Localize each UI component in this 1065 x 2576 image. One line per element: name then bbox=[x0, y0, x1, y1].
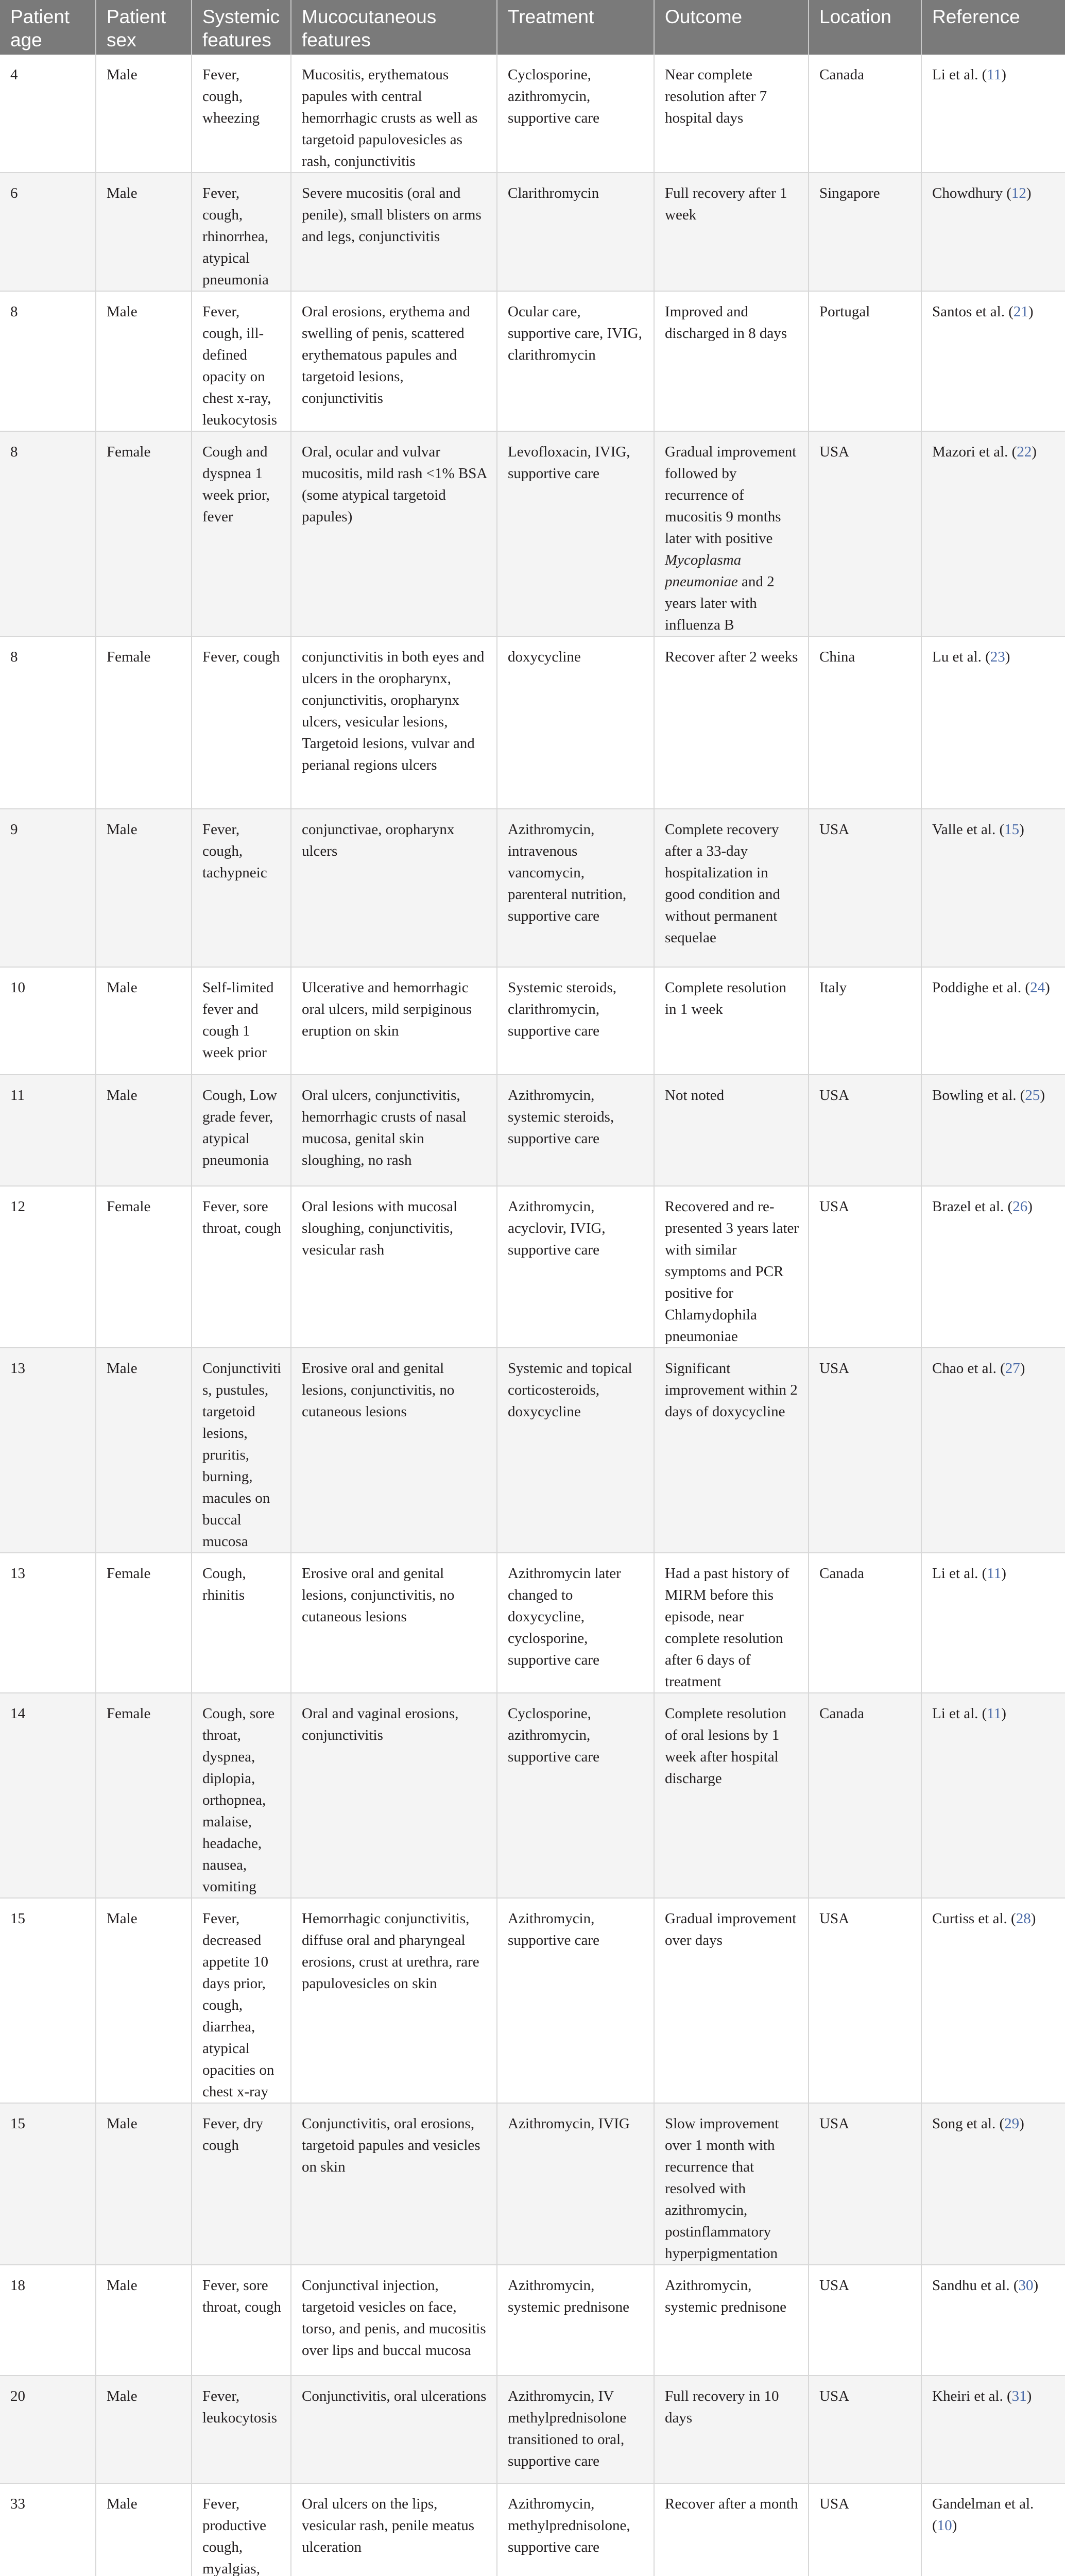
header-systemic-features: Systemic features bbox=[192, 0, 291, 55]
table-row bbox=[0, 2376, 1065, 2483]
reference-close: ) bbox=[1028, 303, 1034, 320]
cell-outcome: Improved and discharged in 8 days bbox=[654, 291, 809, 431]
cell-sex: Male bbox=[96, 2483, 192, 2576]
cell-location: USA bbox=[809, 431, 921, 636]
outcome-text: Gradual improvement followed by recurrence of mucositis 9 months later with positive bbox=[665, 444, 797, 547]
cell-treatment: Azithromycin, methylprednisolone, supportive care bbox=[497, 2483, 654, 2576]
cell-treatment: Azithromycin, IV methylprednisolone transitioned to oral, supportive care bbox=[497, 2376, 654, 2483]
reference-close: ) bbox=[1033, 2277, 1039, 2294]
table-row bbox=[0, 1075, 1065, 1186]
cell-reference bbox=[921, 2265, 1065, 2376]
reference-close: ) bbox=[1019, 2115, 1024, 2132]
cell-reference bbox=[921, 2376, 1065, 2483]
cell-outcome: Complete resolution in 1 week bbox=[654, 967, 809, 1075]
cell-systemic: Cough, Low grade fever, atypical pneumonia bbox=[192, 1075, 291, 1186]
cell-reference bbox=[921, 2103, 1065, 2265]
reference-text: Chowdhury ( bbox=[932, 185, 1011, 201]
table-row bbox=[0, 2103, 1065, 2265]
table-row bbox=[0, 291, 1065, 431]
cell-outcome: Complete resolution of oral lesions by 1 week after hospital discharge bbox=[654, 1693, 809, 1898]
cell-reference bbox=[921, 1693, 1065, 1898]
cell-treatment: Azithromycin, acyclovir, IVIG, supportive care bbox=[497, 1186, 654, 1348]
cell-sex: Female bbox=[96, 1693, 192, 1898]
cell-treatment: Azithromycin, intravenous vancomycin, parenteral nutrition, supportive care bbox=[497, 809, 654, 967]
reference-link[interactable]: 10 bbox=[937, 2517, 952, 2534]
cell-treatment: Cyclosporine, azithromycin, supportive care bbox=[497, 55, 654, 173]
reference-text: Li et al. ( bbox=[932, 1565, 987, 1582]
reference-close: ) bbox=[1040, 1087, 1045, 1104]
cell-sex: Male bbox=[96, 2103, 192, 2265]
reference-close: ) bbox=[1027, 1198, 1033, 1215]
cell-mucocutaneous: Erosive oral and genital lesions, conjunctivitis, no cutaneous lesions bbox=[291, 1348, 497, 1553]
cell-systemic: Cough, rhinitis bbox=[192, 1553, 291, 1693]
cell-location: USA bbox=[809, 2265, 921, 2376]
table-row bbox=[0, 1553, 1065, 1693]
cell-outcome: Slow improvement over 1 month with recurrence that resolved with azithromycin, postinflammatory hyperpigmentation bbox=[654, 2103, 809, 2265]
reference-close: ) bbox=[1026, 185, 1032, 201]
cell-outcome: Recover after a month bbox=[654, 2483, 809, 2576]
cell-treatment: Cyclosporine, azithromycin, supportive care bbox=[497, 1693, 654, 1898]
reference-close: ) bbox=[1001, 66, 1006, 83]
cell-outcome: Near complete resolution after 7 hospital days bbox=[654, 55, 809, 173]
reference-text: Chao et al. ( bbox=[932, 1360, 1005, 1377]
cell-reference bbox=[921, 2483, 1065, 2576]
table-row bbox=[0, 2265, 1065, 2376]
cell-systemic: Fever, dry cough bbox=[192, 2103, 291, 2265]
cell-mucocutaneous: Mucositis, erythematous papules with central hemorrhagic crusts as well as targetoid papulovesicles as rash, conjunctivitis bbox=[291, 55, 497, 173]
reference-link[interactable]: 24 bbox=[1030, 979, 1045, 996]
cell-age: 8 bbox=[0, 636, 96, 809]
table-row bbox=[0, 809, 1065, 967]
cell-age: 8 bbox=[0, 431, 96, 636]
reference-text: Brazel et al. ( bbox=[932, 1198, 1013, 1215]
cell-treatment: Systemic steroids, clarithromycin, supportive care bbox=[497, 967, 654, 1075]
table-header-row bbox=[0, 0, 1065, 55]
cell-location: USA bbox=[809, 1075, 921, 1186]
cell-outcome: Had a past history of MIRM before this episode, near complete resolution after 6 days of treatment bbox=[654, 1553, 809, 1693]
cell-mucocutaneous: Oral erosions, erythema and swelling of penis, scattered erythematous papules and targetoid lesions, conjunctivitis bbox=[291, 291, 497, 431]
cell-sex: Male bbox=[96, 1348, 192, 1553]
header-treatment: Treatment bbox=[497, 0, 654, 55]
header-reference: Reference bbox=[921, 0, 1065, 55]
cell-systemic: Fever, cough, tachypneic bbox=[192, 809, 291, 967]
table-row bbox=[0, 2483, 1065, 2576]
cell-reference bbox=[921, 1553, 1065, 1693]
cell-outcome: Recovered and re-presented 3 years later with similar symptoms and PCR positive for Chlamydophila pneumoniae bbox=[654, 1186, 809, 1348]
cell-age: 15 bbox=[0, 2103, 96, 2265]
reference-close: ) bbox=[1005, 649, 1010, 665]
cell-treatment: Azithromycin later changed to doxycycline, cyclosporine, supportive care bbox=[497, 1553, 654, 1693]
cell-outcome: Significant improvement within 2 days of doxycycline bbox=[654, 1348, 809, 1553]
table-row bbox=[0, 1348, 1065, 1553]
reference-close: ) bbox=[1032, 444, 1037, 460]
reference-link[interactable]: 11 bbox=[987, 1565, 1002, 1582]
reference-text: Gandelman et al. ( bbox=[932, 2496, 1034, 2534]
cell-reference bbox=[921, 1186, 1065, 1348]
cell-location: Portugal bbox=[809, 291, 921, 431]
cell-systemic: Fever, sore throat, cough bbox=[192, 2265, 291, 2376]
table-row bbox=[0, 1186, 1065, 1348]
cell-mucocutaneous: Oral and vaginal erosions, conjunctivitis bbox=[291, 1693, 497, 1898]
cell-age: 11 bbox=[0, 1075, 96, 1186]
cell-systemic: Fever, cough, rhinorrhea, atypical pneumonia bbox=[192, 173, 291, 291]
cell-outcome: Full recovery after 1 week bbox=[654, 173, 809, 291]
cell-mucocutaneous: Oral, ocular and vulvar mucositis, mild rash <1% BSA (some atypical targetoid papules) bbox=[291, 431, 497, 636]
reference-link[interactable]: 11 bbox=[987, 66, 1002, 83]
cell-reference bbox=[921, 1348, 1065, 1553]
reference-close: ) bbox=[1030, 1910, 1036, 1927]
cell-age: 8 bbox=[0, 291, 96, 431]
cell-sex: Female bbox=[96, 431, 192, 636]
cell-reference bbox=[921, 636, 1065, 809]
cell-sex: Female bbox=[96, 636, 192, 809]
cell-reference bbox=[921, 431, 1065, 636]
cell-systemic: Fever, productive cough, myalgias, bbox=[192, 2483, 291, 2576]
reference-link[interactable]: 11 bbox=[987, 1705, 1002, 1722]
cell-sex: Male bbox=[96, 55, 192, 173]
cell-mucocutaneous: Ulcerative and hemorrhagic oral ulcers, mild serpiginous eruption on skin bbox=[291, 967, 497, 1075]
cell-location: USA bbox=[809, 2103, 921, 2265]
reference-close: ) bbox=[1026, 2388, 1032, 2404]
header-location: Location bbox=[809, 0, 921, 55]
cell-mucocutaneous: Erosive oral and genital lesions, conjunctivitis, no cutaneous lesions bbox=[291, 1553, 497, 1693]
cell-age: 9 bbox=[0, 809, 96, 967]
cell-systemic: Fever, cough, wheezing bbox=[192, 55, 291, 173]
cell-outcome: Gradual improvement over days bbox=[654, 1898, 809, 2103]
reference-link[interactable]: 23 bbox=[990, 649, 1005, 665]
cell-treatment: Levofloxacin, IVIG, supportive care bbox=[497, 431, 654, 636]
reference-text: Li et al. ( bbox=[932, 66, 987, 83]
cell-age: 20 bbox=[0, 2376, 96, 2483]
cell-age: 14 bbox=[0, 1693, 96, 1898]
cell-sex: Female bbox=[96, 1553, 192, 1693]
cell-outcome: Full recovery in 10 days bbox=[654, 2376, 809, 2483]
reference-text: Bowling et al. ( bbox=[932, 1087, 1025, 1104]
header-mucocutaneous-features: Mucocutaneous features bbox=[291, 0, 497, 55]
cell-location: Singapore bbox=[809, 173, 921, 291]
reference-text: Curtiss et al. ( bbox=[932, 1910, 1016, 1927]
cell-sex: Male bbox=[96, 291, 192, 431]
cell-mucocutaneous: Conjunctivitis, oral ulcerations bbox=[291, 2376, 497, 2483]
cell-sex: Male bbox=[96, 967, 192, 1075]
cell-treatment: Azithromycin, systemic prednisone bbox=[497, 2265, 654, 2376]
cell-location: Canada bbox=[809, 1693, 921, 1898]
table-row bbox=[0, 1898, 1065, 2103]
cell-treatment: doxycycline bbox=[497, 636, 654, 809]
cell-sex: Male bbox=[96, 809, 192, 967]
table-row bbox=[0, 967, 1065, 1075]
cell-location: USA bbox=[809, 1898, 921, 2103]
cell-mucocutaneous: Oral lesions with mucosal sloughing, conjunctivitis, vesicular rash bbox=[291, 1186, 497, 1348]
cell-mucocutaneous: Severe mucositis (oral and penile), small blisters on arms and legs, conjunctivitis bbox=[291, 173, 497, 291]
reference-link[interactable]: 12 bbox=[1011, 185, 1026, 201]
table-row bbox=[0, 55, 1065, 173]
cell-mucocutaneous: Conjunctival injection, targetoid vesicles on face, torso, and penis, and mucositis over lips and buccal mucosa bbox=[291, 2265, 497, 2376]
cell-location: Italy bbox=[809, 967, 921, 1075]
cell-location: USA bbox=[809, 809, 921, 967]
cell-location: Canada bbox=[809, 55, 921, 173]
reference-link[interactable]: 22 bbox=[1017, 444, 1032, 460]
table-row bbox=[0, 636, 1065, 809]
cell-treatment: Azithromycin, IVIG bbox=[497, 2103, 654, 2265]
cell-treatment: Clarithromycin bbox=[497, 173, 654, 291]
cell-systemic: Cough, sore throat, dyspnea, diplopia, orthopnea, malaise, headache, nausea, vomiting bbox=[192, 1693, 291, 1898]
reference-text: Sandhu et al. ( bbox=[932, 2277, 1019, 2294]
cell-sex: Female bbox=[96, 1186, 192, 1348]
table-row bbox=[0, 173, 1065, 291]
cell-outcome: Not noted bbox=[654, 1075, 809, 1186]
reference-link[interactable]: 30 bbox=[1018, 2277, 1034, 2294]
cell-reference bbox=[921, 55, 1065, 173]
organism-name: Mycoplasma pneumoniae bbox=[665, 552, 742, 590]
cell-outcome: Azithromycin, systemic prednisone bbox=[654, 2265, 809, 2376]
cell-systemic: Fever, decreased appetite 10 days prior, cough, diarrhea, atypical opacities on chest x-ray bbox=[192, 1898, 291, 2103]
cell-outcome: Complete recovery after a 33-day hospitalization in good condition and without permanent sequelae bbox=[654, 809, 809, 967]
cell-location: Canada bbox=[809, 1553, 921, 1693]
cell-location: USA bbox=[809, 2376, 921, 2483]
cell-reference bbox=[921, 1898, 1065, 2103]
cell-systemic: Cough and dyspnea 1 week prior, fever bbox=[192, 431, 291, 636]
reference-text: Kheiri et al. ( bbox=[932, 2388, 1012, 2404]
reference-link[interactable]: 27 bbox=[1005, 1360, 1020, 1377]
reference-text: Lu et al. ( bbox=[932, 649, 990, 665]
cell-age: 18 bbox=[0, 2265, 96, 2376]
reference-link[interactable]: 26 bbox=[1012, 1198, 1028, 1215]
cell-outcome: Recover after 2 weeks bbox=[654, 636, 809, 809]
reference-close: ) bbox=[1019, 821, 1024, 838]
cell-mucocutaneous: conjunctivae, oropharynx ulcers bbox=[291, 809, 497, 967]
cell-location: USA bbox=[809, 1186, 921, 1348]
cell-age: 33 bbox=[0, 2483, 96, 2576]
outcome-text: and 2 years later with influenza B bbox=[665, 573, 775, 633]
cell-age: 13 bbox=[0, 1553, 96, 1693]
table-row bbox=[0, 431, 1065, 636]
cell-age: 15 bbox=[0, 1898, 96, 2103]
cell-mucocutaneous: conjunctivitis in both eyes and ulcers in the oropharynx, conjunctivitis, oropharynx ulcers, vesicular lesions, Targetoid lesions, vulvar and perianal regions ulcers bbox=[291, 636, 497, 809]
header-patient-age: Patient age bbox=[0, 0, 96, 55]
cell-systemic: Conjunctivitis, pustules, targetoid lesions, pruritis, burning, macules on buccal mucosa bbox=[192, 1348, 291, 1553]
cell-sex: Male bbox=[96, 2376, 192, 2483]
cell-outcome bbox=[654, 431, 809, 636]
reference-close: ) bbox=[1020, 1360, 1025, 1377]
cell-reference bbox=[921, 173, 1065, 291]
reference-close: ) bbox=[1045, 979, 1050, 996]
cell-treatment: Azithromycin, supportive care bbox=[497, 1898, 654, 2103]
cell-systemic: Fever, sore throat, cough bbox=[192, 1186, 291, 1348]
cell-systemic: Fever, cough, ill-defined opacity on chest x-ray, leukocytosis bbox=[192, 291, 291, 431]
cell-age: 6 bbox=[0, 173, 96, 291]
reference-link[interactable]: 29 bbox=[1004, 2115, 1020, 2132]
reference-text: Mazori et al. ( bbox=[932, 444, 1017, 460]
cell-mucocutaneous: Hemorrhagic conjunctivitis, diffuse oral and pharyngeal erosions, crust at urethra, rare papulovesicles on skin bbox=[291, 1898, 497, 2103]
reference-text: Valle et al. ( bbox=[932, 821, 1005, 838]
cell-sex: Male bbox=[96, 1075, 192, 1186]
header-patient-sex: Patient sex bbox=[96, 0, 192, 55]
cell-location: China bbox=[809, 636, 921, 809]
cell-systemic: Fever, leukocytosis bbox=[192, 2376, 291, 2483]
cell-location: USA bbox=[809, 2483, 921, 2576]
cell-reference bbox=[921, 967, 1065, 1075]
cell-mucocutaneous: Oral ulcers, conjunctivitis, hemorrhagic crusts of nasal mucosa, genital skin sloughing, no rash bbox=[291, 1075, 497, 1186]
cell-mucocutaneous: Conjunctivitis, oral erosions, targetoid papules and vesicles on skin bbox=[291, 2103, 497, 2265]
cell-sex: Male bbox=[96, 1898, 192, 2103]
reference-link[interactable]: 15 bbox=[1004, 821, 1020, 838]
reference-text: Poddighe et al. ( bbox=[932, 979, 1030, 996]
cell-treatment: Systemic and topical corticosteroids, doxycycline bbox=[497, 1348, 654, 1553]
cell-age: 13 bbox=[0, 1348, 96, 1553]
cell-mucocutaneous: Oral ulcers on the lips, vesicular rash, penile meatus ulceration bbox=[291, 2483, 497, 2576]
reference-text: Santos et al. ( bbox=[932, 303, 1014, 320]
cell-systemic: Fever, cough bbox=[192, 636, 291, 809]
reference-text: Li et al. ( bbox=[932, 1705, 987, 1722]
cell-sex: Male bbox=[96, 2265, 192, 2376]
cell-systemic: Self-limited fever and cough 1 week prior bbox=[192, 967, 291, 1075]
reference-close: ) bbox=[952, 2517, 957, 2534]
cell-treatment: Ocular care, supportive care, IVIG, clarithromycin bbox=[497, 291, 654, 431]
cell-reference bbox=[921, 809, 1065, 967]
reference-text: Song et al. ( bbox=[932, 2115, 1005, 2132]
reference-close: ) bbox=[1001, 1705, 1006, 1722]
cell-age: 4 bbox=[0, 55, 96, 173]
cell-treatment: Azithromycin, systemic steroids, supportive care bbox=[497, 1075, 654, 1186]
cell-location: USA bbox=[809, 1348, 921, 1553]
cell-age: 12 bbox=[0, 1186, 96, 1348]
reference-link[interactable]: 28 bbox=[1016, 1910, 1031, 1927]
cell-reference bbox=[921, 291, 1065, 431]
cell-sex: Male bbox=[96, 173, 192, 291]
reference-link[interactable]: 31 bbox=[1011, 2388, 1027, 2404]
header-outcome: Outcome bbox=[654, 0, 809, 55]
table-row bbox=[0, 1693, 1065, 1898]
reference-link[interactable]: 25 bbox=[1025, 1087, 1040, 1104]
cell-age: 10 bbox=[0, 967, 96, 1075]
cell-reference bbox=[921, 1075, 1065, 1186]
reference-link[interactable]: 21 bbox=[1013, 303, 1028, 320]
reference-close: ) bbox=[1001, 1565, 1006, 1582]
